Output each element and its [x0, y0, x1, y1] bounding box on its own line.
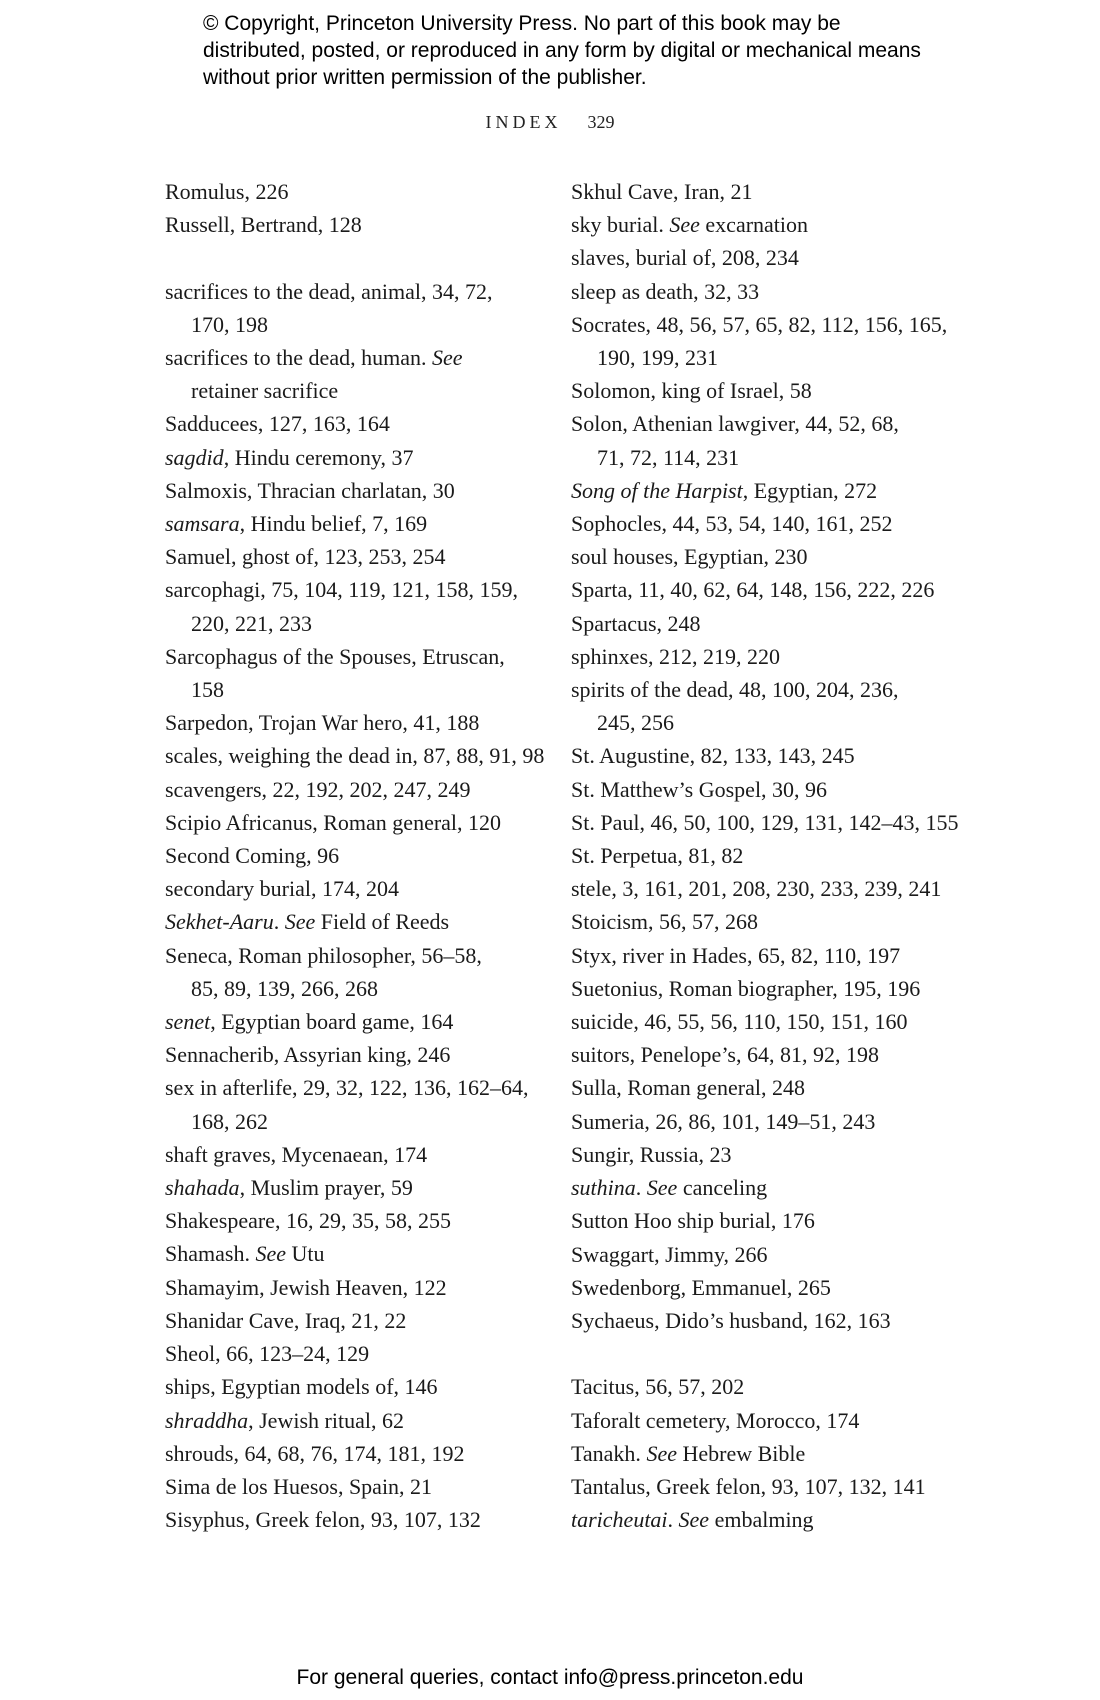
index-entry	[571, 1271, 941, 1304]
index-entry	[165, 640, 545, 673]
index-entry	[571, 241, 941, 274]
index-column-left	[165, 175, 545, 1536]
index-entry	[165, 905, 545, 938]
index-entry	[571, 507, 941, 540]
index-entry-text: Styx, river in Hades, 65, 82, 110, 197	[571, 942, 901, 968]
index-entry-text: .	[273, 909, 285, 935]
index-entry-text: 158	[191, 677, 224, 703]
index-entry-text: Sheol, 66, 123–24, 129	[165, 1341, 370, 1367]
index-entry-text: St. Augustine, 82, 133, 143, 245	[571, 743, 855, 769]
index-entry-text: excarnation	[699, 212, 809, 238]
index-entry-italic-text: Sekhet-Aaru	[165, 909, 274, 935]
index-entry-text: sky burial.	[571, 212, 670, 238]
index-entry-text: Sennacherib, Assyrian king, 246	[165, 1042, 451, 1068]
index-entry	[571, 1238, 941, 1271]
index-column-right	[571, 175, 959, 1536]
index-entry-text: Taforalt cemetery, Morocco, 174	[571, 1407, 860, 1433]
index-entry-text: sacrifices to the dead, animal, 34, 72,	[165, 278, 493, 304]
index-entry-text: Shamash.	[165, 1241, 256, 1267]
index-entry-text: shrouds, 64, 68, 76, 174, 181, 192	[165, 1440, 465, 1466]
index-entry	[571, 573, 941, 606]
index-entry	[165, 1204, 545, 1237]
index-entry-text: Sarpedon, Trojan War hero, 41, 188	[165, 710, 480, 736]
index-entry-continuation	[165, 308, 545, 341]
index-entry	[165, 839, 545, 872]
index-entry-text: Shanidar Cave, Iraq, 21, 22	[165, 1307, 407, 1333]
index-entry	[165, 1337, 545, 1370]
index-entry	[165, 1038, 545, 1071]
index-entry-text: 220, 221, 233	[191, 610, 312, 636]
index-entry	[165, 739, 545, 772]
index-entry	[571, 939, 941, 972]
running-head-title: INDEX	[485, 112, 562, 132]
index-entry-italic-text: senet	[165, 1009, 211, 1035]
index-entry-text: stele, 3, 161, 201, 208, 230, 233, 239, 241	[571, 876, 942, 902]
index-entry-text: Samuel, ghost of, 123, 253, 254	[165, 544, 446, 570]
index-entry-text: .	[635, 1175, 647, 1201]
index-entry	[165, 407, 545, 440]
index-entry-italic-text: See	[646, 1175, 678, 1201]
index-entry	[571, 806, 959, 839]
index-entry-text: secondary burial, 174, 204	[165, 876, 399, 902]
index-entry	[165, 1005, 545, 1038]
index-entry	[571, 1171, 941, 1204]
index-entry	[165, 1138, 545, 1171]
index-entry	[165, 1237, 545, 1270]
index-entry	[165, 1071, 545, 1104]
index-entry	[571, 972, 941, 1005]
index-entry	[165, 1503, 545, 1536]
index-entry-text: Sisyphus, Greek felon, 93, 107, 132	[165, 1507, 481, 1533]
index-entry-continuation	[165, 673, 545, 706]
index-entry	[571, 773, 941, 806]
index-entry-text: Sulla, Roman general, 248	[571, 1075, 806, 1101]
index-entry-text: Russell, Bertrand, 128	[165, 212, 362, 238]
index-entry-text: slaves, burial of, 208, 234	[571, 245, 799, 271]
index-entry-text: embalming	[709, 1507, 814, 1533]
index-entry-italic-text: shraddha	[165, 1407, 249, 1433]
index-entry-text: Field of Reeds	[315, 909, 450, 935]
index-entry-text: Second Coming, 96	[165, 843, 340, 869]
index-entry	[165, 1404, 545, 1437]
index-entry	[165, 806, 545, 839]
index-entry-text: , Muslim prayer, 59	[239, 1175, 413, 1201]
index-entry-text: sacrifices to the dead, human.	[165, 345, 432, 370]
index-entry-text: Sadducees, 127, 163, 164	[165, 411, 390, 437]
index-entry-text: St. Matthew’s Gospel, 30, 96	[571, 776, 828, 802]
index-entry	[165, 1171, 545, 1204]
index-entry	[571, 905, 941, 938]
index-entry-text: Skhul Cave, Iran, 21	[571, 179, 753, 204]
index-entry	[165, 208, 545, 241]
index-entry-text: Shamayim, Jewish Heaven, 122	[165, 1274, 447, 1300]
index-entry	[571, 1105, 941, 1138]
index-entry	[165, 1470, 545, 1503]
running-head	[0, 112, 1100, 133]
index-entry	[571, 175, 941, 208]
index-entry-italic-text: See	[678, 1507, 710, 1533]
index-entry-text: 168, 262	[191, 1108, 268, 1134]
index-entry	[571, 1005, 941, 1038]
index-entry	[571, 839, 941, 872]
index-entry	[165, 275, 545, 308]
index-entry	[165, 573, 545, 606]
index-entry	[165, 507, 545, 540]
index-entry	[571, 872, 941, 905]
index-entry-continuation	[571, 341, 941, 374]
index-entry-text: 85, 89, 139, 266, 268	[191, 975, 378, 1001]
index-entry-text: sex in afterlife, 29, 32, 122, 136, 162–64,	[165, 1075, 529, 1101]
index-entry-italic-text: See	[669, 212, 700, 238]
index-entry-text: , Hindu belief, 7, 169	[239, 511, 428, 537]
index-entry-italic-text: See	[255, 1241, 286, 1267]
index-entry-text: Salmoxis, Thracian charlatan, 30	[165, 477, 455, 503]
footer-contact: For general queries, contact info@press.princeton.edu	[296, 1666, 804, 1689]
index-entry-text: , Jewish ritual, 62	[248, 1407, 404, 1433]
index-letter-gap	[571, 1337, 941, 1370]
index-entry	[571, 474, 941, 507]
index-entry-italic-text: sagdid	[165, 444, 224, 470]
index-entry-text: spirits of the dead, 48, 100, 204, 236,	[571, 677, 899, 703]
copyright-notice: © Copyright, Princeton University Press. No part of this book may be distributed, posted, or reproduced in any form by digital or mechanical means without prior written permission of the publisher.	[203, 12, 921, 89]
index-entry-text: suitors, Penelope’s, 64, 81, 92, 198	[571, 1042, 879, 1068]
index-entry-italic-text: Song of the Harpist	[571, 477, 743, 503]
index-entry-text: Sungir, Russia, 23	[571, 1141, 732, 1167]
index-entry	[571, 673, 941, 706]
index-entry	[165, 540, 545, 573]
index-entry	[165, 175, 545, 208]
index-entry	[165, 706, 545, 739]
index-entry	[571, 407, 941, 440]
index-entry-text: Swaggart, Jimmy, 266	[571, 1241, 768, 1267]
index-entry-text: Romulus, 226	[165, 179, 289, 204]
index-entry-continuation	[165, 972, 545, 1005]
index-entry-text: Sophocles, 44, 53, 54, 140, 161, 252	[571, 511, 893, 537]
index-entry-text: Swedenborg, Emmanuel, 265	[571, 1274, 831, 1300]
index-entry-text: 245, 256	[597, 710, 674, 736]
index-entry-text: , Egyptian, 272	[742, 477, 878, 503]
index-entry-continuation	[165, 1105, 545, 1138]
index-entry	[165, 1437, 545, 1470]
index-entry	[571, 1071, 941, 1104]
index-entry-text: Spartacus, 248	[571, 610, 701, 636]
index-entry	[571, 1503, 941, 1536]
index-entry-italic-text: See	[646, 1440, 677, 1466]
page-number: 329	[587, 112, 615, 132]
index-entry-text: sphinxes, 212, 219, 220	[571, 643, 780, 669]
index-entry	[165, 474, 545, 507]
index-entry	[571, 374, 941, 407]
index-entry	[571, 308, 948, 341]
index-entry-text: Suetonius, Roman biographer, 195, 196	[571, 975, 921, 1001]
index-entry	[165, 1304, 545, 1337]
index-entry-text: Sparta, 11, 40, 62, 64, 148, 156, 222, 226	[571, 577, 935, 603]
index-entry-text: St. Perpetua, 81, 82	[571, 843, 744, 869]
index-entry	[571, 1404, 941, 1437]
index-entry-continuation	[571, 441, 941, 474]
index-entry-text: Solon, Athenian lawgiver, 44, 52, 68,	[571, 411, 899, 437]
index-entry-text: shaft graves, Mycenaean, 174	[165, 1141, 428, 1167]
index-entry-text: scavengers, 22, 192, 202, 247, 249	[165, 776, 471, 802]
index-entry	[571, 1038, 941, 1071]
index-entry	[571, 540, 941, 573]
index-entry-text: 190, 199, 231	[597, 345, 718, 371]
index-entry	[571, 1204, 941, 1237]
index-entry-text: ships, Egyptian models of, 146	[165, 1374, 438, 1400]
index-entry	[571, 275, 941, 308]
index-entry-text: Scipio Africanus, Roman general, 120	[165, 809, 502, 835]
index-entry	[165, 1271, 545, 1304]
index-entry-text: 170, 198	[191, 311, 268, 337]
index-entry-text: .	[667, 1507, 679, 1533]
index-entry-continuation	[165, 374, 545, 407]
index-entry-text: Stoicism, 56, 57, 268	[571, 909, 759, 935]
index-entry	[571, 1304, 941, 1337]
index-entry-italic-text: See	[431, 345, 463, 370]
index-entry	[165, 872, 545, 905]
index-entry-text: Seneca, Roman philosopher, 56–58,	[165, 942, 482, 968]
index-entry	[165, 341, 545, 374]
index-entry-text: Utu	[285, 1241, 325, 1267]
index-entry-text: Solomon, king of Israel, 58	[571, 378, 812, 404]
index-entry	[571, 640, 941, 673]
index-entry	[571, 208, 941, 241]
index-entry-text: sarcophagi, 75, 104, 119, 121, 158, 159,	[165, 577, 518, 603]
index-entry-text: Sarcophagus of the Spouses, Etruscan,	[165, 643, 505, 669]
index-entry-text: soul houses, Egyptian, 230	[571, 544, 808, 570]
index-entry-text: 71, 72, 114, 231	[597, 444, 740, 470]
index-entry	[571, 739, 941, 772]
index-entry-text: Shakespeare, 16, 29, 35, 58, 255	[165, 1208, 451, 1234]
index-entry-continuation	[165, 607, 545, 640]
index-entry-text: St. Paul, 46, 50, 100, 129, 131, 142–43, 155	[571, 809, 959, 835]
index-entry	[571, 607, 941, 640]
index-letter-gap	[165, 241, 545, 274]
index-entry-text: Tantalus, Greek felon, 93, 107, 132, 141	[571, 1473, 926, 1499]
index-entry	[165, 773, 545, 806]
index-entry-italic-text: shahada	[165, 1175, 240, 1201]
index-entry-text: scales, weighing the dead in, 87, 88, 91, 98	[165, 743, 545, 769]
index-entry-text: Sychaeus, Dido’s husband, 162, 163	[571, 1307, 891, 1333]
index-entry-text: Sumeria, 26, 86, 101, 149–51, 243	[571, 1108, 876, 1134]
index-entry-italic-text: See	[284, 909, 316, 935]
index-entry-text: Socrates, 48, 56, 57, 65, 82, 112, 156, 165,	[571, 311, 948, 337]
index-entry	[571, 1370, 941, 1403]
index-entry	[571, 1138, 941, 1171]
index-entry-text: Tanakh.	[571, 1440, 647, 1466]
index-entry-text: Hebrew Bible	[676, 1440, 806, 1466]
index-entry	[571, 1437, 941, 1470]
index-entry-text: suicide, 46, 55, 56, 110, 150, 151, 160	[571, 1009, 908, 1035]
index-entry	[165, 441, 545, 474]
index-entry-text: Sutton Hoo ship burial, 176	[571, 1208, 815, 1234]
index-entry-continuation	[571, 706, 941, 739]
index-entry-text: Sima de los Huesos, Spain, 21	[165, 1473, 433, 1499]
index-entry-italic-text: taricheutai	[571, 1507, 668, 1533]
index-entry-text: canceling	[677, 1175, 768, 1201]
index-entry	[571, 1470, 941, 1503]
index-entry-text: sleep as death, 32, 33	[571, 278, 760, 304]
index-entry-italic-text: samsara	[165, 511, 240, 537]
index-entry-text: , Egyptian board game, 164	[210, 1009, 454, 1035]
index-entry	[165, 1370, 545, 1403]
index-entry	[165, 939, 545, 972]
index-entry-text: Tacitus, 56, 57, 202	[571, 1374, 745, 1400]
index-entry-text: retainer sacrifice	[191, 378, 339, 404]
index-entry-text: , Hindu ceremony, 37	[223, 444, 414, 470]
index-entry-italic-text: suthina	[571, 1175, 636, 1201]
